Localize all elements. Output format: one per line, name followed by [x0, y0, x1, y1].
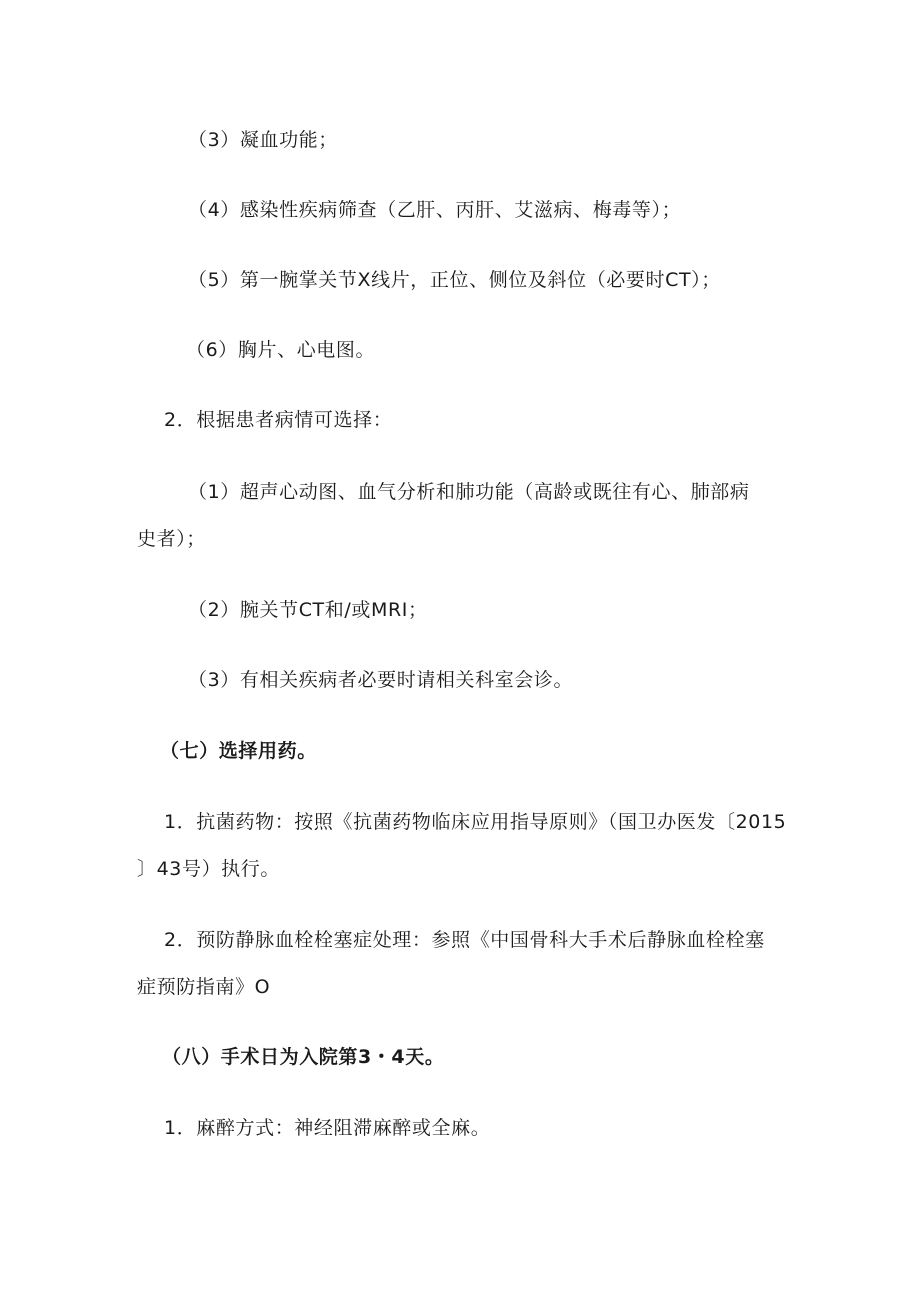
list-item-chest-ecg: （6）胸片、心电图。: [186, 339, 376, 361]
list-item-coagulation: （3）凝血功能；: [188, 129, 338, 151]
paragraph-antibiotics-line1: 1．抗菌药物：按照《抗菌药物临床应用指导原则》（国卫办医发〔2015: [164, 811, 787, 833]
list-item-consultation: （3）有相关疾病者必要时请相关科室会诊。: [188, 669, 574, 691]
paragraph-antibiotics-line2: 〕43号）执行。: [137, 858, 280, 880]
section-optional-heading: 2．根据患者病情可选择：: [164, 409, 393, 431]
section-heading-medication: （七）选择用药。: [160, 740, 317, 762]
list-item-xray: （5）第一腕掌关节X线片，正位、侧位及斜位（必要时CT）；: [188, 269, 721, 291]
paragraph-anesthesia: 1．麻醉方式：神经阻滞麻醉或全麻。: [164, 1117, 491, 1139]
section-heading-surgery-day: （八）手术日为入院第3・4天。: [162, 1046, 445, 1068]
paragraph-vte-line2: 症预防指南》O: [137, 976, 271, 998]
list-item-wrist-ct-mri: （2）腕关节CT和/或MRI；: [188, 599, 428, 621]
list-item-infection-screening: （4）感染性疾病筛查（乙肝、丙肝、艾滋病、梅毒等）；: [188, 199, 682, 221]
list-item-echo-line1: （1）超声心动图、血气分析和肺功能（高龄或既往有心、肺部病: [188, 481, 750, 503]
list-item-echo-line2: 史者）；: [137, 528, 206, 550]
paragraph-vte-line1: 2．预防静脉血栓栓塞症处理：参照《中国骨科大手术后静脉血栓栓塞: [164, 929, 765, 951]
